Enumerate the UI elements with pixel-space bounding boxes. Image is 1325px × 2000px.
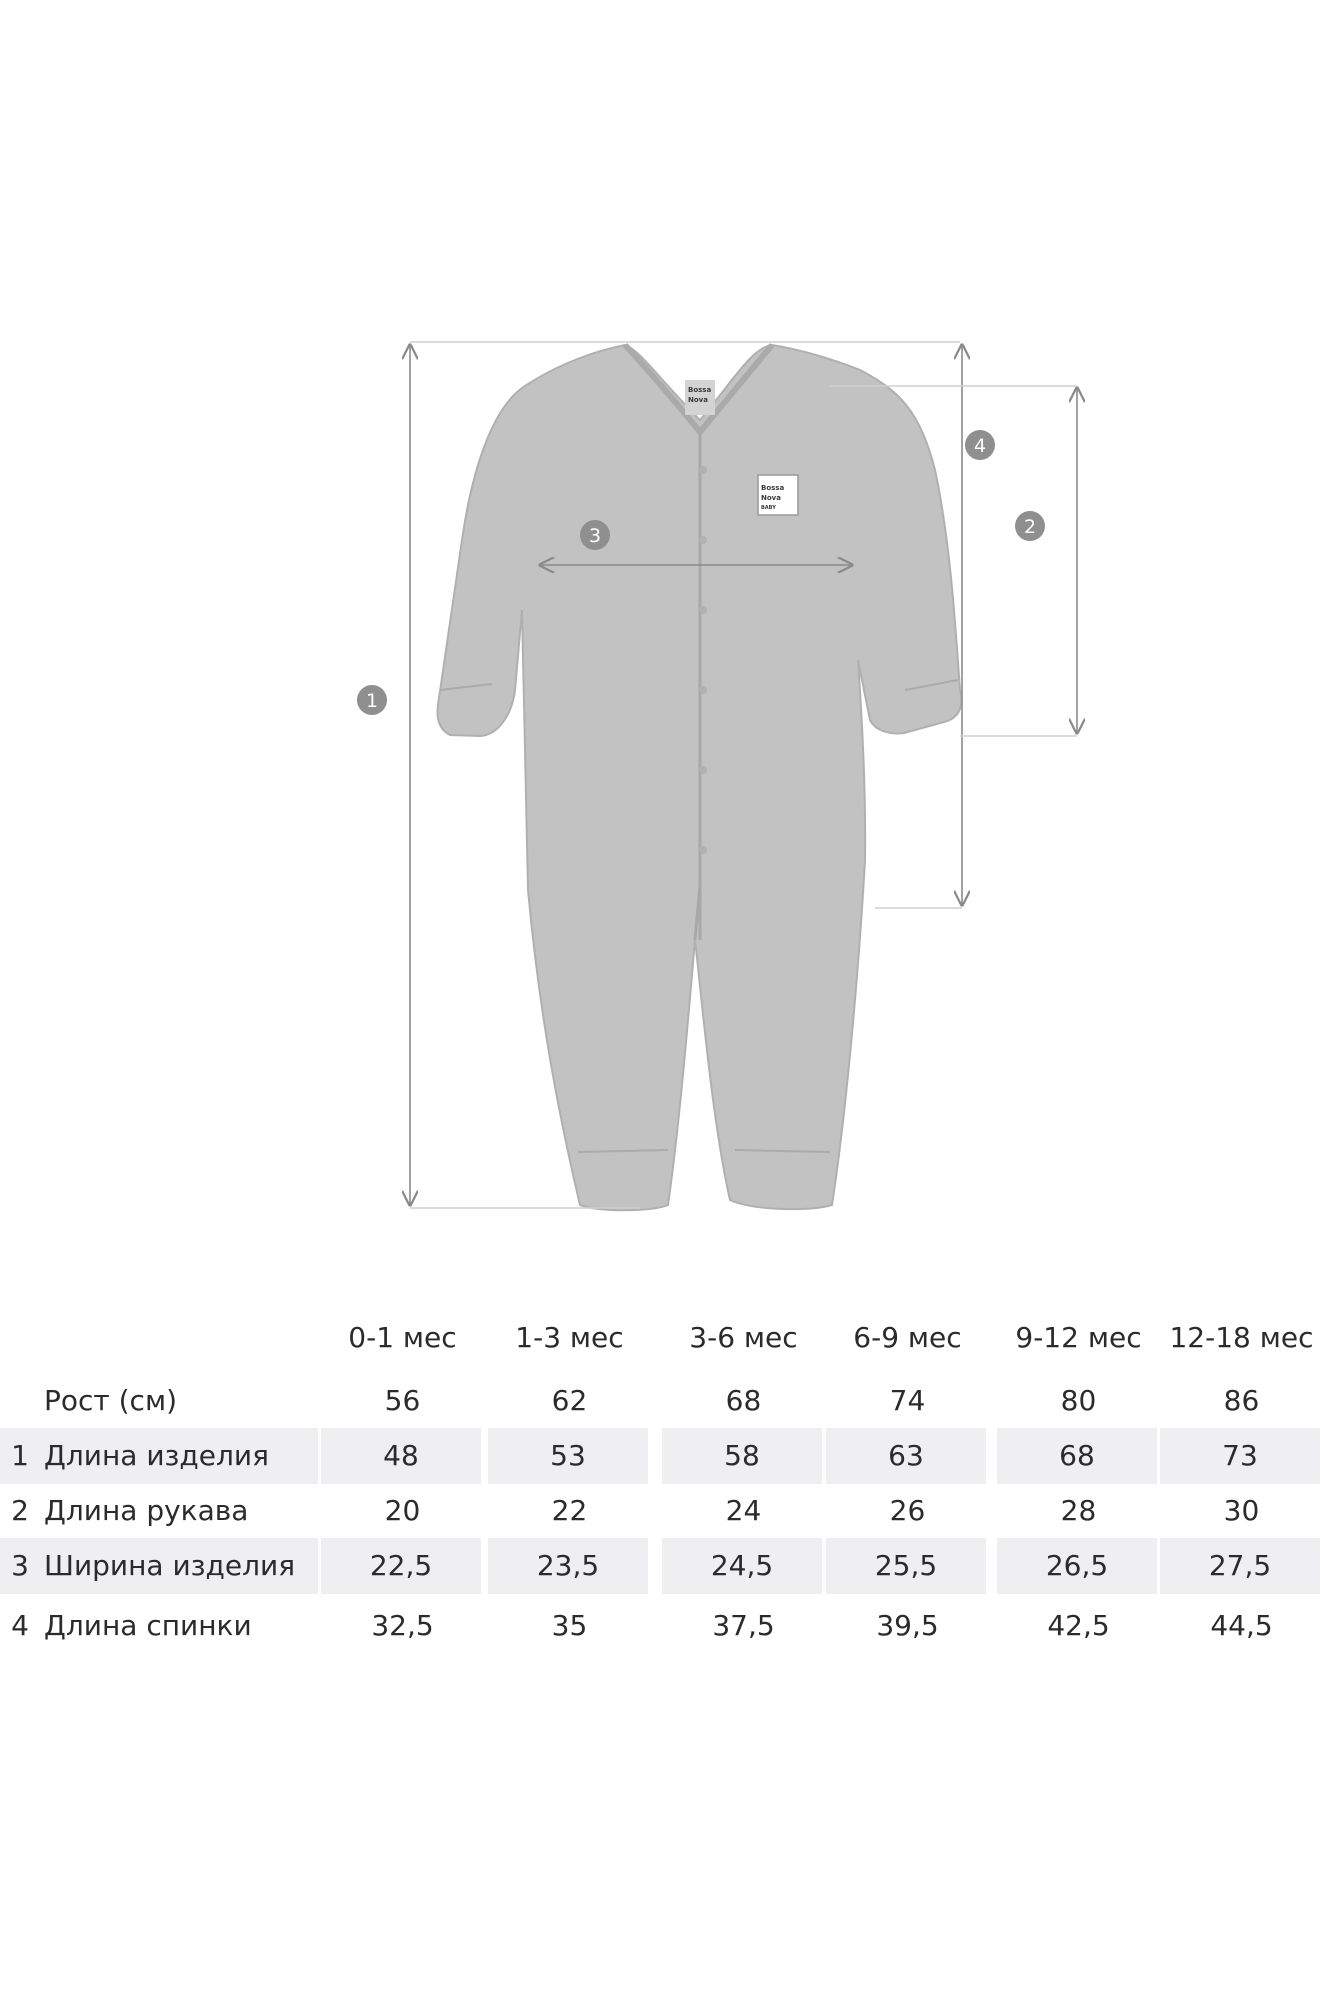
table-cell: 28	[1060, 1494, 1097, 1527]
row-label: Длина рукава	[44, 1494, 249, 1527]
table-cell: 30	[1223, 1494, 1260, 1527]
row-number: 3	[0, 1538, 40, 1594]
table-cell: 74	[889, 1384, 926, 1417]
table-cell: 26	[889, 1494, 926, 1527]
marker-badge-1	[357, 685, 387, 715]
column-header: 0-1 мес	[348, 1321, 457, 1354]
row-label: Длина изделия	[40, 1428, 318, 1484]
marker-badge-3	[580, 520, 610, 550]
brand-tag	[758, 475, 798, 515]
table-cell: 23,5	[488, 1538, 648, 1594]
column-header: 12-18 мес	[1169, 1321, 1314, 1354]
row-label: Ширина изделия	[40, 1538, 318, 1594]
row-number: 4	[11, 1609, 29, 1642]
table-cell: 20	[384, 1494, 421, 1527]
babygrow-illustration	[438, 345, 962, 1210]
marker-badge-2	[1015, 511, 1045, 541]
table-cell: 62	[551, 1384, 588, 1417]
table-cell: 48	[321, 1428, 481, 1484]
size-table	[0, 1290, 1325, 1660]
table-cell: 68	[997, 1428, 1157, 1484]
row-number	[0, 1373, 40, 1429]
row-number: 1	[0, 1428, 40, 1484]
table-row	[0, 1598, 1325, 1654]
table-cell: 53	[488, 1428, 648, 1484]
table-cell: 25,5	[826, 1538, 986, 1594]
row-number: 2	[11, 1494, 29, 1527]
table-row	[0, 1428, 1325, 1484]
svg-text:Nova: Nova	[688, 396, 708, 404]
row-label: Длина спинки	[44, 1609, 252, 1642]
table-cell: 26,5	[997, 1538, 1157, 1594]
table-cell: 27,5	[1160, 1538, 1320, 1594]
svg-text:4: 4	[973, 435, 987, 457]
table-cell: 39,5	[876, 1609, 939, 1642]
svg-text:2: 2	[1023, 516, 1037, 538]
table-cell: 58	[662, 1428, 822, 1484]
svg-text:BABY: BABY	[761, 505, 776, 511]
table-cell: 44,5	[1210, 1609, 1273, 1642]
table-cell: 37,5	[712, 1609, 775, 1642]
table-cell: 22,5	[321, 1538, 481, 1594]
svg-text:Nova: Nova	[761, 494, 781, 502]
table-cell: 42,5	[1047, 1609, 1110, 1642]
svg-text:3: 3	[588, 525, 602, 547]
marker-badge-4	[965, 430, 995, 460]
column-header: 6-9 мес	[853, 1321, 962, 1354]
table-row	[0, 1373, 1325, 1429]
table-cell: 22	[551, 1494, 588, 1527]
table-cell: 32,5	[371, 1609, 434, 1642]
table-cell: 86	[1223, 1384, 1260, 1417]
column-header: 9-12 мес	[1015, 1321, 1142, 1354]
table-cell: 73	[1160, 1428, 1320, 1484]
svg-text:Bossa: Bossa	[688, 386, 712, 394]
table-cell: 35	[551, 1609, 588, 1642]
table-cell: 24,5	[662, 1538, 822, 1594]
neck-label	[685, 380, 715, 415]
column-header: 3-6 мес	[689, 1321, 798, 1354]
row-label: Рост (см)	[44, 1384, 177, 1417]
table-cell: 63	[826, 1428, 986, 1484]
column-header: 1-3 мес	[515, 1321, 624, 1354]
table-header-row	[0, 1310, 1325, 1366]
table-cell: 68	[725, 1384, 762, 1417]
table-cell: 56	[384, 1384, 421, 1417]
svg-text:1: 1	[365, 690, 379, 712]
table-row	[0, 1483, 1325, 1539]
table-cell: 24	[725, 1494, 762, 1527]
table-row	[0, 1538, 1325, 1594]
table-cell: 80	[1060, 1384, 1097, 1417]
svg-text:Bossa: Bossa	[761, 484, 785, 492]
